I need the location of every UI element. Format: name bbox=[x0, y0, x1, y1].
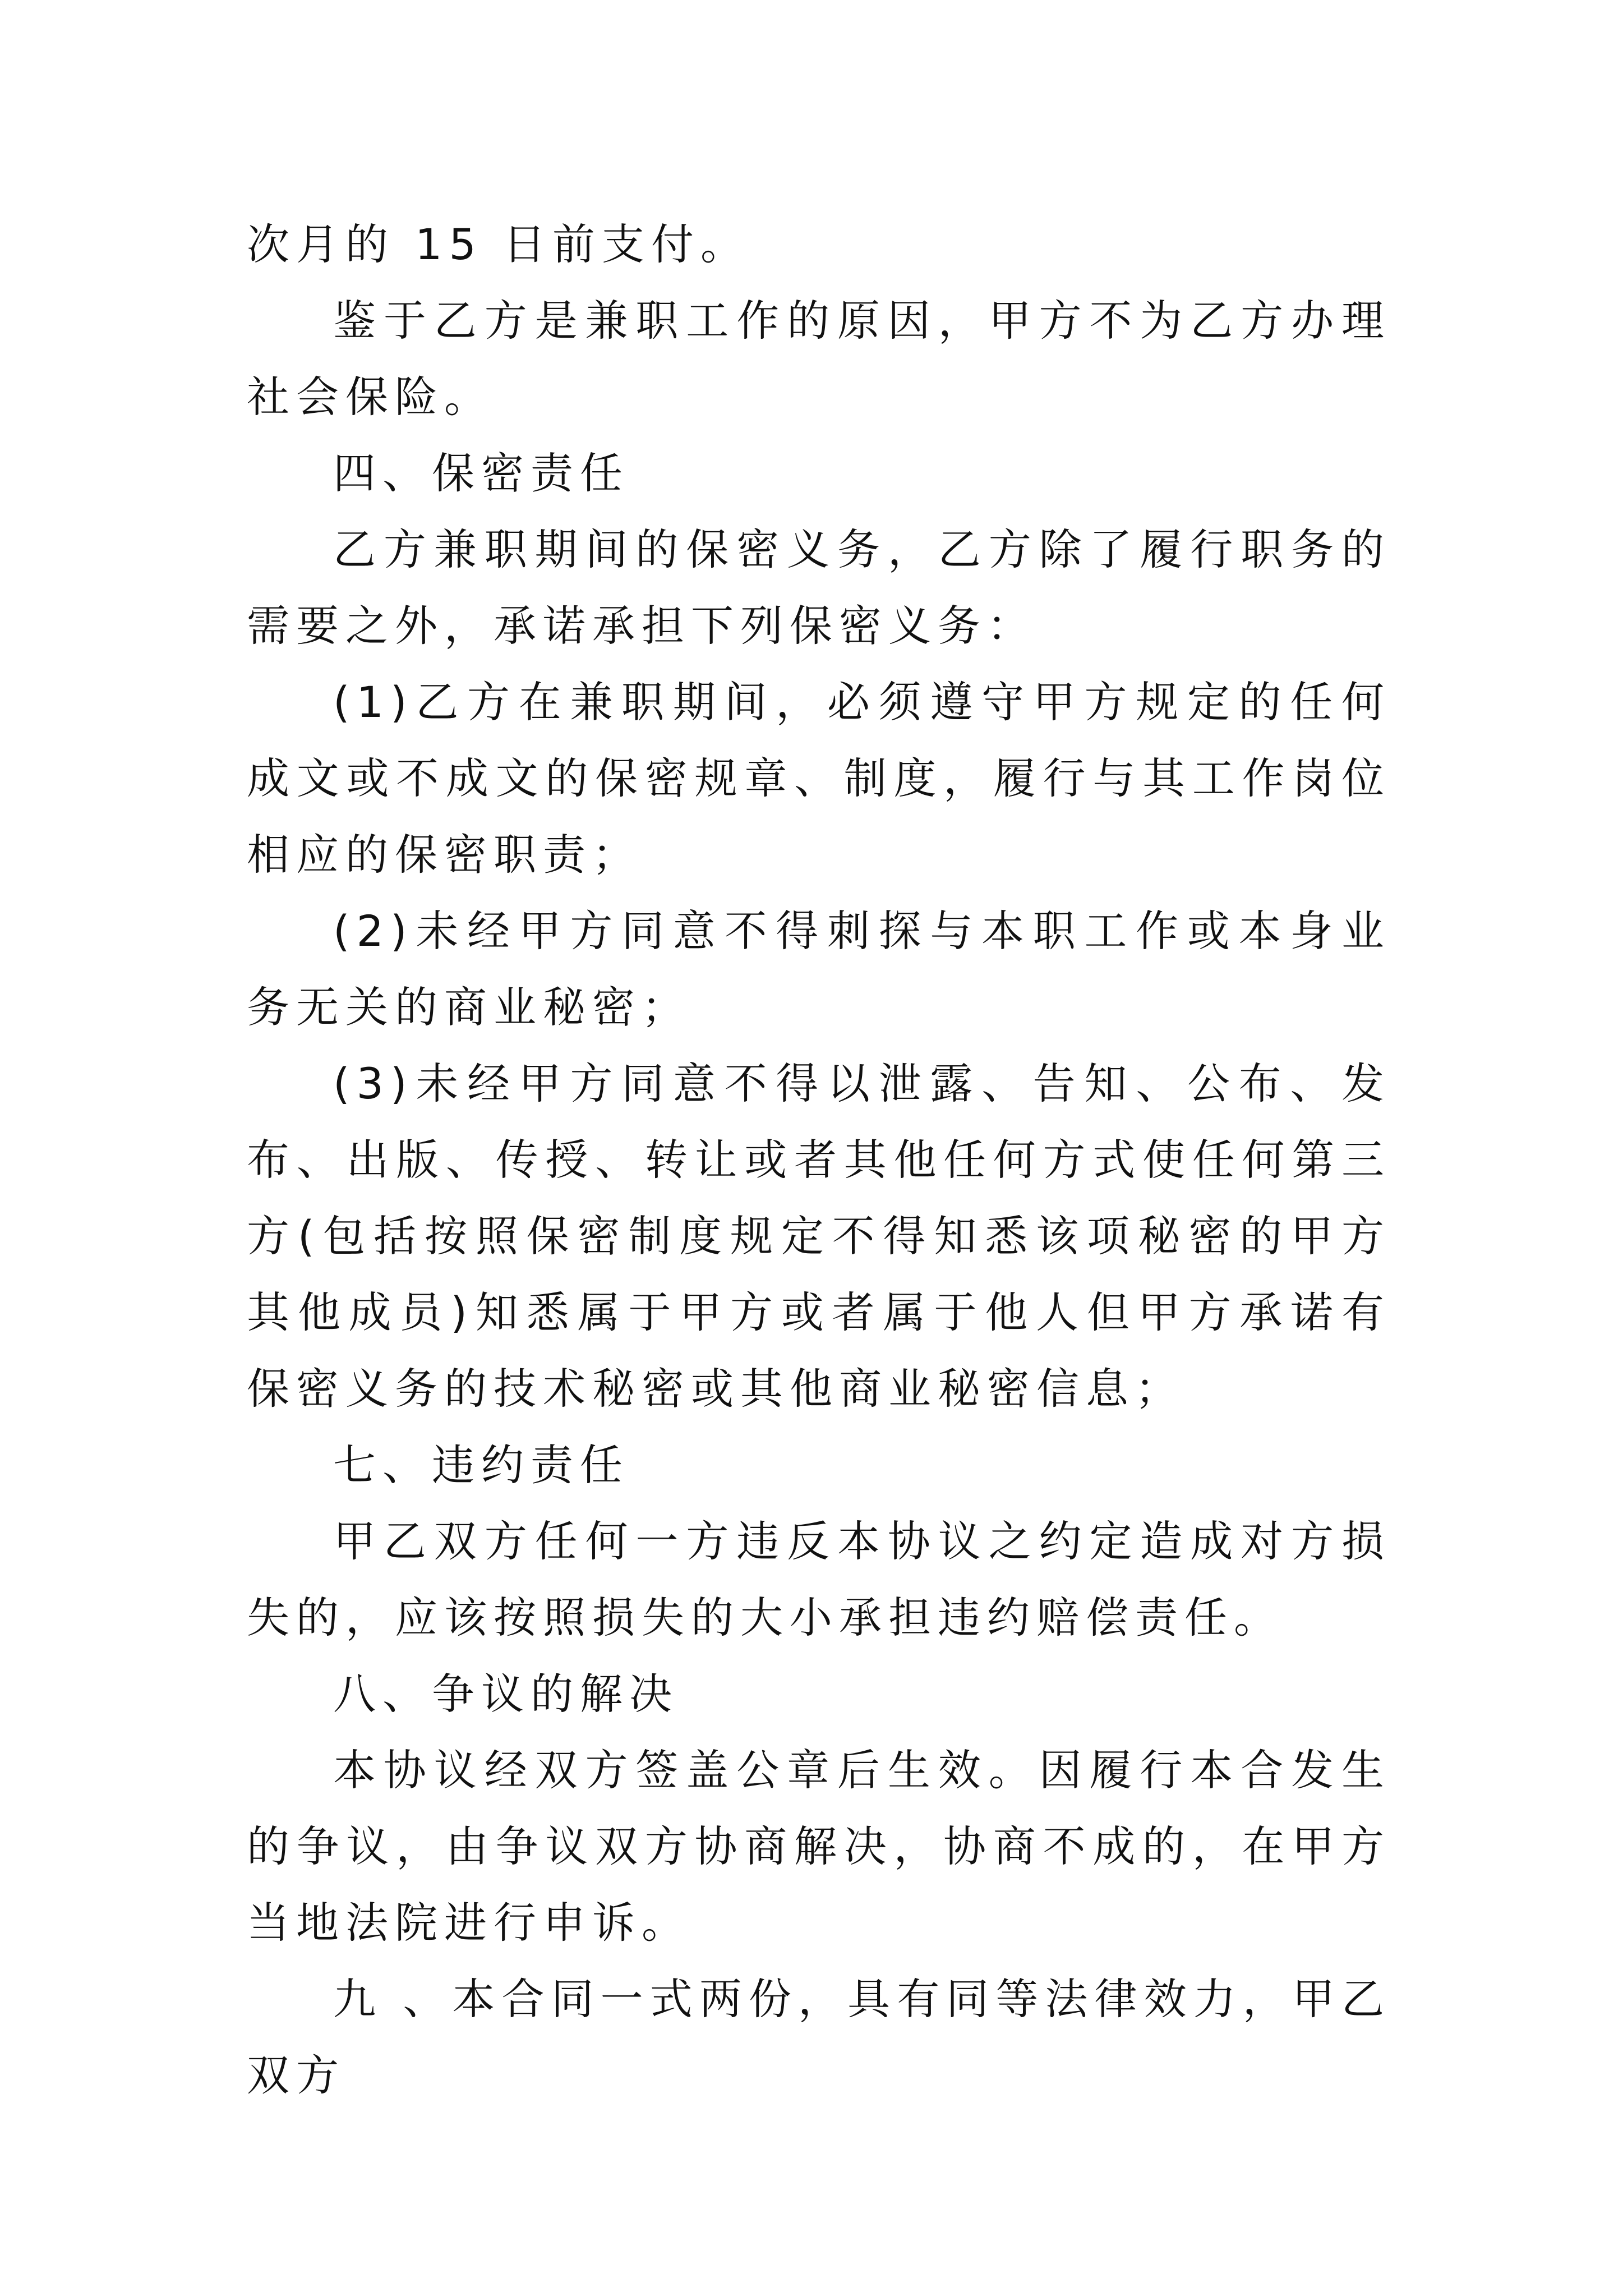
paragraph-confidentiality-item-2: (2)未经甲方同意不得刺探与本职工作或本身业务无关的商业秘密； bbox=[247, 906, 1391, 1032]
paragraph-social-insurance: 鉴于乙方是兼职工作的原因，甲方不为乙方办理社会保险。 bbox=[247, 296, 1391, 422]
paragraph-confidentiality-item-3: (3)未经甲方同意不得以泄露、告知、公布、发布、出版、传授、转让或者其他任何方式使任何第三方(包括按照保密制度规定不得知悉该项秘密的甲方其他成员)知悉属于甲方或者属于他人但甲方承诺有保密义务的技术秘密或其他商业秘密信息； bbox=[247, 1059, 1391, 1414]
heading-breach-liability: 七、违约责任 bbox=[333, 1440, 629, 1490]
paragraph-confidentiality-item-1: (1)乙方在兼职期间，必须遵守甲方规定的任何成文或不成文的保密规章、制度，履行与其工作岗位相应的保密职责； bbox=[247, 677, 1391, 880]
heading-confidentiality: 四、保密责任 bbox=[333, 448, 629, 498]
document-body bbox=[247, 206, 1391, 2114]
paragraph-payment-date: 次月的 15 日前支付。 bbox=[247, 219, 750, 269]
paragraph-breach-liability: 甲乙双方任何一方违反本协议之约定造成对方损失的，应该按照损失的大小承担违约赔偿责任。 bbox=[247, 1516, 1391, 1642]
paragraph-copies-clause: 九 、本合同一式两份，具有同等法律效力，甲乙双方 bbox=[247, 1974, 1391, 2100]
paragraph-dispute-resolution: 本协议经双方签盖公章后生效。因履行本合发生的争议，由争议双方协商解决，协商不成的，在甲方当地法院进行申诉。 bbox=[247, 1745, 1391, 1948]
paragraph-confidentiality-intro: 乙方兼职期间的保密义务，乙方除了履行职务的需要之外，承诺承担下列保密义务： bbox=[247, 524, 1391, 651]
heading-dispute-resolution: 八、争议的解决 bbox=[333, 1669, 679, 1719]
